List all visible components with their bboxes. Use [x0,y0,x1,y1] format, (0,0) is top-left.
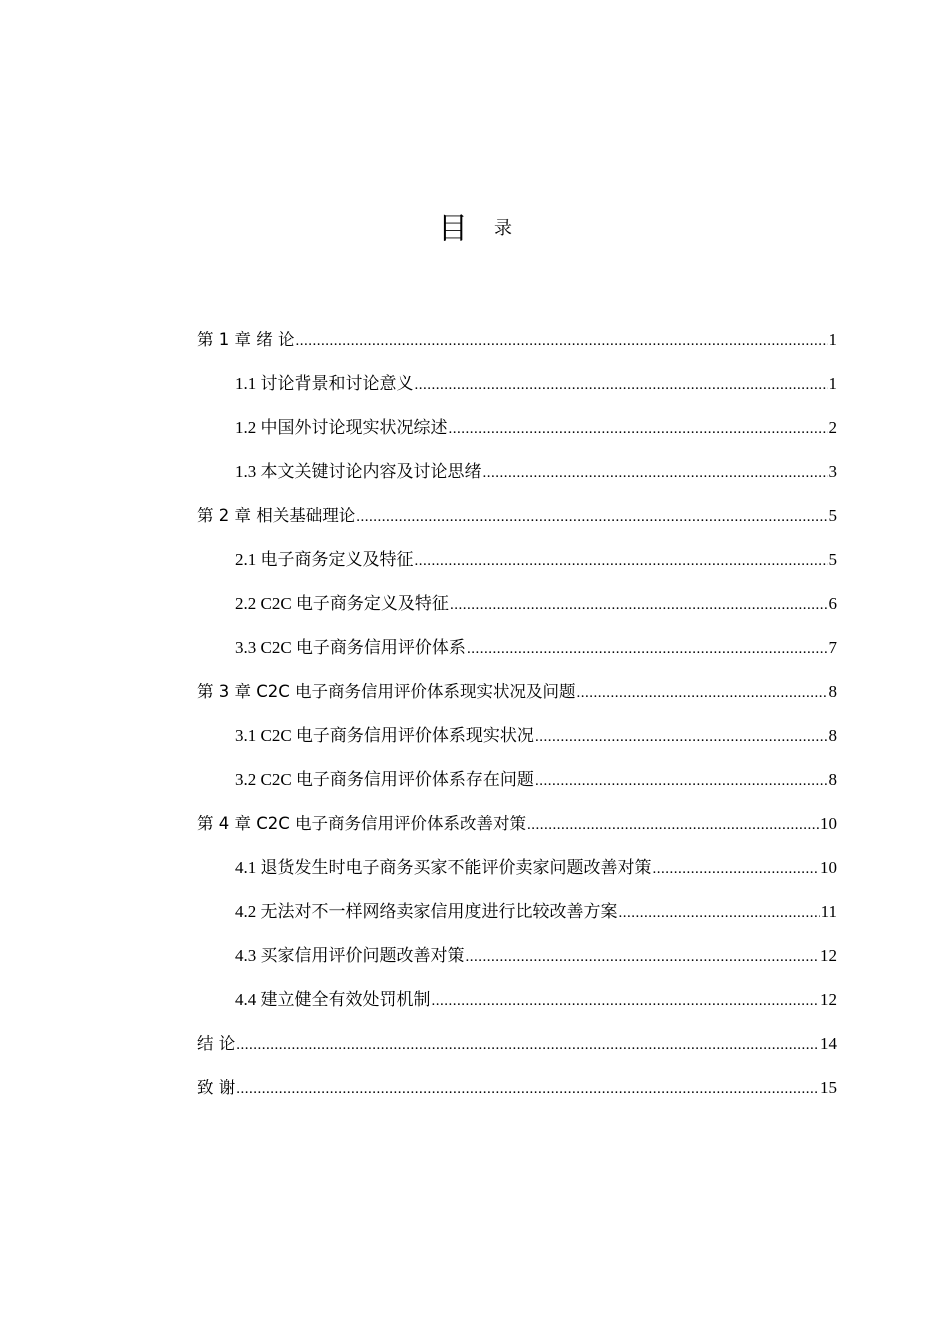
toc-entry-label: 结 论 [197,1034,236,1053]
toc-dot-leader [415,539,828,583]
toc-title [0,207,950,251]
toc-entry-label: 致 谢 [197,1078,236,1097]
toc-entry-label: 4.1 退货发生时电子商务买家不能评价卖家问题改善对策 [235,858,652,877]
toc-entry-label: 4.3 买家信用评价问题改善对策 [235,946,465,965]
toc-dot-leader [236,1023,819,1067]
toc-entry-page: 1 [828,330,837,349]
toc-entry-page: 10 [820,814,837,833]
toc-entry-label: 3.3 C2C 电子商务信用评价体系 [235,638,466,657]
toc-entry[interactable] [197,670,837,714]
toc-dot-leader [619,891,820,935]
toc-entry-label: 3.2 C2C 电子商务信用评价体系存在问题 [235,770,534,789]
toc-entry[interactable] [235,406,837,450]
toc-entry-label: 2.1 电子商务定义及特征 [235,550,414,569]
toc-entry[interactable] [235,362,837,406]
toc-dot-leader [236,1067,819,1111]
toc-dot-leader [535,759,828,803]
toc-entry-page: 10 [820,858,837,877]
toc-entry-page: 12 [820,946,837,965]
toc-dot-leader [466,935,820,979]
toc-entry[interactable] [197,802,837,846]
toc-entry-label: 第 4 章 C2C 电子商务信用评价体系改善对策 [197,814,527,833]
toc-entry[interactable] [235,978,837,1022]
toc-entry[interactable] [197,1066,837,1110]
toc-dot-leader [415,363,828,407]
toc-entry-label: 第 1 章 绪 论 [197,330,295,349]
toc-entry-page: 14 [820,1034,837,1053]
toc-title-sub: 录 [494,218,512,240]
toc-dot-leader [432,979,820,1023]
toc-entry-label: 1.1 讨论背景和讨论意义 [235,374,414,393]
toc-entry-page: 5 [828,506,837,525]
toc-dot-leader [535,715,828,759]
toc-dot-leader [356,495,827,539]
toc-entry[interactable] [235,846,837,890]
toc-dot-leader [527,803,819,847]
toc-entry[interactable] [235,714,837,758]
toc-entry-label: 1.2 中国外讨论现实状况综述 [235,418,448,437]
toc-entry-page: 8 [828,770,837,789]
toc-entry[interactable] [235,538,837,582]
toc-entry[interactable] [197,494,837,538]
toc-entry[interactable] [235,626,837,670]
toc-entry[interactable] [197,1022,837,1066]
toc-entry-page: 2 [828,418,837,437]
toc-entry-label: 第 2 章 相关基础理论 [197,506,356,525]
toc-entry[interactable] [235,890,837,934]
toc-dot-leader [450,583,828,627]
toc-entry-page: 12 [820,990,837,1009]
toc-dot-leader [483,451,828,495]
toc-entry-page: 6 [828,594,837,613]
toc-dot-leader [467,627,828,671]
toc-entry-label: 4.4 建立健全有效处罚机制 [235,990,431,1009]
toc-dot-leader [577,671,828,715]
toc-entry-label: 第 3 章 C2C 电子商务信用评价体系现实状况及问题 [197,682,576,701]
toc-dot-leader [449,407,828,451]
toc-entry-label: 1.3 本文关键讨论内容及讨论思绪 [235,462,482,481]
toc-entry-page: 11 [820,902,837,921]
toc-entry[interactable] [197,318,837,362]
toc-title-main: 目 [438,211,468,247]
toc-entry-page: 8 [828,726,837,745]
toc-entry-page: 8 [828,682,837,701]
toc-entry-label: 2.2 C2C 电子商务定义及特征 [235,594,449,613]
toc-entry-page: 3 [828,462,837,481]
toc-entry[interactable] [235,450,837,494]
toc-entry-page: 7 [828,638,837,657]
toc-entry-page: 15 [820,1078,837,1097]
toc-entry[interactable] [235,582,837,626]
toc-entry-page: 5 [828,550,837,569]
toc-dot-leader [295,319,827,363]
toc-entry-page: 1 [828,374,837,393]
toc-entry[interactable] [235,934,837,978]
toc-entry-label: 3.1 C2C 电子商务信用评价体系现实状况 [235,726,534,745]
toc-entry-label: 4.2 无法对不一样网络卖家信用度进行比较改善方案 [235,902,618,921]
toc-dot-leader [653,847,820,891]
toc-entry[interactable] [235,758,837,802]
